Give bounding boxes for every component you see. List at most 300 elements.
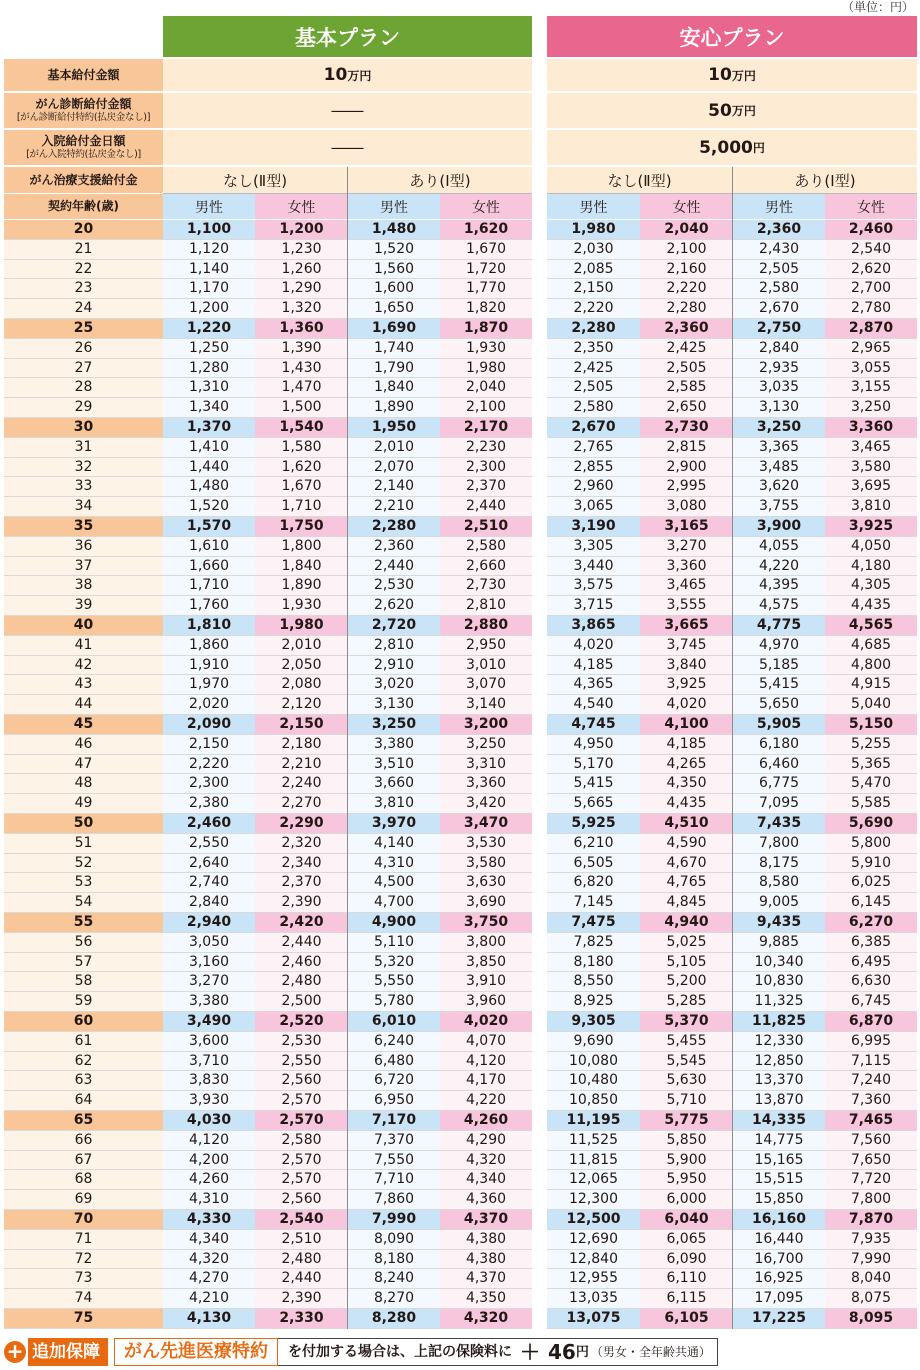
table-row	[0, 675, 920, 695]
age-cell: 63	[4, 1071, 163, 1091]
premium-cell: 9,005	[733, 893, 825, 913]
age-cell: 34	[4, 497, 163, 517]
premium-cell: 2,560	[255, 1071, 348, 1091]
basic-option-none: なし(Ⅱ型)	[163, 167, 348, 194]
premium-cell: 8,175	[733, 854, 825, 874]
premium-cell: 1,470	[255, 378, 348, 398]
premium-cell: 16,440	[733, 1230, 825, 1250]
age-cell: 31	[4, 438, 163, 458]
plus-circle-icon: +	[4, 1341, 26, 1363]
premium-cell: 5,850	[640, 1131, 733, 1151]
premium-cell: 2,370	[440, 477, 532, 497]
premium-cell: 2,570	[255, 1111, 348, 1131]
premium-cell: 5,780	[348, 992, 440, 1012]
premium-cell: 4,365	[547, 675, 640, 695]
premium-cell: 2,150	[547, 279, 640, 299]
premium-cell: 13,035	[547, 1289, 640, 1309]
premium-cell: 6,505	[547, 854, 640, 874]
premium-cell: 3,620	[733, 477, 825, 497]
premium-cell: 1,560	[348, 260, 440, 280]
premium-cell: 2,350	[547, 339, 640, 359]
table-row	[0, 913, 920, 933]
table-row	[0, 517, 920, 537]
table-row	[0, 1309, 920, 1329]
premium-cell: 3,745	[640, 636, 733, 656]
age-cell: 39	[4, 596, 163, 616]
age-cell: 46	[4, 735, 163, 755]
table-row	[0, 438, 920, 458]
premium-cell: 7,370	[348, 1131, 440, 1151]
premium-cell: 2,460	[163, 814, 255, 834]
premium-cell: 4,700	[348, 893, 440, 913]
premium-cell: 7,650	[825, 1151, 917, 1171]
table-row	[0, 893, 920, 913]
premium-cell: 2,440	[348, 557, 440, 577]
age-cell: 38	[4, 576, 163, 596]
premium-cell: 2,040	[640, 220, 733, 240]
premium-cell: 1,250	[163, 339, 255, 359]
premium-cell: 7,800	[733, 834, 825, 854]
premium-cell: 1,810	[163, 616, 255, 636]
age-cell: 55	[4, 913, 163, 933]
premium-cell: 2,810	[348, 636, 440, 656]
premium-cell: 2,870	[825, 319, 917, 339]
additional-coverage-note	[4, 1338, 718, 1366]
premium-cell: 4,380	[440, 1250, 532, 1270]
premium-cell: 1,720	[440, 260, 532, 280]
premium-cell: 4,565	[825, 616, 917, 636]
premium-cell: 2,810	[440, 596, 532, 616]
premium-cell: 3,160	[163, 953, 255, 973]
premium-cell: 2,240	[255, 774, 348, 794]
age-cell: 32	[4, 458, 163, 478]
premium-cell: 2,140	[348, 477, 440, 497]
premium-cell: 5,320	[348, 953, 440, 973]
table-row	[0, 418, 920, 438]
premium-cell: 2,940	[163, 913, 255, 933]
premium-cell: 6,025	[825, 873, 917, 893]
table-row	[0, 1091, 920, 1111]
premium-cell: 2,640	[163, 854, 255, 874]
premium-cell: 4,575	[733, 596, 825, 616]
premium-cell: 2,520	[255, 1012, 348, 1032]
premium-cell: 15,165	[733, 1151, 825, 1171]
premium-cell: 3,970	[348, 814, 440, 834]
premium-cell: 1,820	[440, 299, 532, 319]
table-row	[0, 715, 920, 735]
table-row	[0, 1131, 920, 1151]
premium-cell: 3,665	[640, 616, 733, 636]
premium-cell: 7,710	[348, 1170, 440, 1190]
premium-cell: 2,300	[440, 458, 532, 478]
premium-cell: 3,270	[640, 537, 733, 557]
table-row	[0, 735, 920, 755]
premium-cell: 2,660	[440, 557, 532, 577]
table-row	[0, 1052, 920, 1072]
premium-cell: 4,050	[825, 537, 917, 557]
premium-cell: 5,950	[640, 1170, 733, 1190]
premium-cell: 7,860	[348, 1190, 440, 1210]
premium-cell: 2,580	[255, 1131, 348, 1151]
age-cell: 68	[4, 1170, 163, 1190]
premium-cell: 2,220	[163, 755, 255, 775]
age-cell: 25	[4, 319, 163, 339]
premium-cell: 7,465	[825, 1111, 917, 1131]
premium-cell: 1,430	[255, 359, 348, 379]
premium-cell: 3,055	[825, 359, 917, 379]
premium-cell: 8,095	[825, 1309, 917, 1329]
premium-cell: 3,380	[163, 992, 255, 1012]
additional-premium-amount: 46	[548, 1339, 576, 1364]
premium-cell: 4,900	[348, 913, 440, 933]
premium-cell: 3,840	[640, 656, 733, 676]
premium-cell: 2,360	[640, 319, 733, 339]
premium-cell: 4,200	[163, 1151, 255, 1171]
premium-cell: 6,820	[547, 873, 640, 893]
premium-cell: 6,745	[825, 992, 917, 1012]
table-row	[0, 1032, 920, 1052]
premium-cell: 1,950	[348, 418, 440, 438]
gender-female-header: 女性	[640, 194, 733, 220]
premium-cell: 3,190	[547, 517, 640, 537]
premium-cell: 1,340	[163, 398, 255, 418]
premium-cell: 4,800	[825, 656, 917, 676]
premium-cell: 4,055	[733, 537, 825, 557]
premium-cell: 11,815	[547, 1151, 640, 1171]
premium-cell: 2,580	[440, 537, 532, 557]
premium-cell: 1,930	[255, 596, 348, 616]
premium-cell: 5,365	[825, 755, 917, 775]
anshin-plan-header: 安心プラン	[547, 16, 917, 57]
premium-cell: 3,250	[440, 735, 532, 755]
premium-cell: 6,240	[348, 1032, 440, 1052]
premium-cell: 2,580	[733, 279, 825, 299]
premium-cell: 1,970	[163, 675, 255, 695]
premium-cell: 2,620	[348, 596, 440, 616]
age-cell: 60	[4, 1012, 163, 1032]
premium-cell: 6,630	[825, 972, 917, 992]
premium-cell: 3,250	[825, 398, 917, 418]
premium-cell: 5,905	[733, 715, 825, 735]
premium-cell: 4,305	[825, 576, 917, 596]
premium-cell: 1,320	[255, 299, 348, 319]
premium-cell: 17,095	[733, 1289, 825, 1309]
premium-cell: 2,650	[640, 398, 733, 418]
age-cell: 33	[4, 477, 163, 497]
age-cell: 43	[4, 675, 163, 695]
basic-hospital-value: ――	[163, 130, 532, 166]
gender-male-header: 男性	[163, 194, 255, 220]
premium-cell: 7,240	[825, 1071, 917, 1091]
premium-cell: 3,010	[440, 656, 532, 676]
age-cell: 48	[4, 774, 163, 794]
premium-cell: 5,665	[547, 794, 640, 814]
premium-cell: 2,815	[640, 438, 733, 458]
premium-cell: 3,900	[733, 517, 825, 537]
premium-cell: 3,380	[348, 735, 440, 755]
premium-cell: 1,120	[163, 240, 255, 260]
premium-cell: 4,180	[825, 557, 917, 577]
premium-cell: 3,360	[640, 557, 733, 577]
anshin-hospital-value: 5,000 円	[547, 130, 917, 166]
basic-plan-header: 基本プラン	[163, 16, 532, 57]
premium-cell: 2,740	[163, 873, 255, 893]
table-row	[0, 378, 920, 398]
premium-cell: 3,065	[547, 497, 640, 517]
premium-cell: 4,370	[440, 1269, 532, 1289]
premium-cell: 4,185	[640, 735, 733, 755]
premium-cell: 4,330	[163, 1210, 255, 1230]
premium-cell: 1,480	[348, 220, 440, 240]
premium-cell: 2,960	[547, 477, 640, 497]
table-row	[0, 497, 920, 517]
premium-cell: 12,330	[733, 1032, 825, 1052]
premium-cell: 2,620	[825, 260, 917, 280]
table-row	[0, 1210, 920, 1230]
premium-cell: 1,100	[163, 220, 255, 240]
premium-cell: 2,950	[440, 636, 532, 656]
premium-cell: 14,775	[733, 1131, 825, 1151]
premium-cell: 5,585	[825, 794, 917, 814]
premium-cell: 1,660	[163, 557, 255, 577]
premium-cell: 8,180	[348, 1250, 440, 1270]
premium-cell: 2,585	[640, 378, 733, 398]
premium-cell: 6,105	[640, 1309, 733, 1329]
age-cell: 29	[4, 398, 163, 418]
premium-cell: 4,260	[163, 1170, 255, 1190]
premium-cell: 4,140	[348, 834, 440, 854]
table-row	[0, 755, 920, 775]
age-cell: 27	[4, 359, 163, 379]
premium-cell: 10,850	[547, 1091, 640, 1111]
premium-cell: 1,620	[255, 458, 348, 478]
premium-cell: 2,730	[440, 576, 532, 596]
age-cell: 47	[4, 755, 163, 775]
age-cell: 52	[4, 854, 163, 874]
premium-cell: 2,280	[348, 517, 440, 537]
premium-cell: 3,080	[640, 497, 733, 517]
premium-cell: 3,250	[348, 715, 440, 735]
premium-cell: 11,825	[733, 1012, 825, 1032]
premium-cell: 4,100	[640, 715, 733, 735]
premium-cell: 6,775	[733, 774, 825, 794]
premium-cell: 10,340	[733, 953, 825, 973]
table-row	[0, 537, 920, 557]
premium-cell: 8,270	[348, 1289, 440, 1309]
support-label: がん治療支援給付金	[4, 167, 163, 194]
gender-female-header: 女性	[825, 194, 917, 220]
premium-cell: 2,505	[733, 260, 825, 280]
premium-cell: 1,370	[163, 418, 255, 438]
premium-cell: 4,340	[163, 1230, 255, 1250]
premium-cell: 4,020	[640, 695, 733, 715]
gender-male-header: 男性	[733, 194, 825, 220]
premium-cell: 5,545	[640, 1052, 733, 1072]
age-cell: 64	[4, 1091, 163, 1111]
premium-cell: 2,550	[255, 1052, 348, 1072]
premium-cell: 7,800	[825, 1190, 917, 1210]
premium-cell: 6,720	[348, 1071, 440, 1091]
age-cell: 54	[4, 893, 163, 913]
premium-cell: 2,460	[255, 953, 348, 973]
premium-cell: 4,950	[547, 735, 640, 755]
premium-cell: 1,840	[255, 557, 348, 577]
table-row	[0, 656, 920, 676]
premium-cell: 2,480	[255, 1250, 348, 1270]
premium-cell: 1,520	[163, 497, 255, 517]
premium-cell: 2,880	[440, 616, 532, 636]
premium-cell: 2,540	[255, 1210, 348, 1230]
table-row	[0, 299, 920, 319]
premium-cell: 4,030	[163, 1111, 255, 1131]
premium-cell: 2,510	[255, 1230, 348, 1250]
premium-cell: 3,155	[825, 378, 917, 398]
age-cell: 49	[4, 794, 163, 814]
premium-cell: 10,830	[733, 972, 825, 992]
table-row	[0, 557, 920, 577]
premium-cell: 15,515	[733, 1170, 825, 1190]
premium-cell: 2,030	[547, 240, 640, 260]
premium-cell: 5,630	[640, 1071, 733, 1091]
premium-cell: 1,760	[163, 596, 255, 616]
table-row	[0, 933, 920, 953]
premium-cell: 4,435	[825, 596, 917, 616]
premium-cell: 12,500	[547, 1210, 640, 1230]
premium-cell: 7,435	[733, 814, 825, 834]
table-row	[0, 1289, 920, 1309]
table-row	[0, 774, 920, 794]
table-row	[0, 992, 920, 1012]
basic-option-with: あり(Ⅰ型)	[348, 167, 532, 194]
premium-cell: 2,530	[255, 1032, 348, 1052]
premium-cell: 5,650	[733, 695, 825, 715]
age-cell: 42	[4, 656, 163, 676]
premium-cell: 2,010	[348, 438, 440, 458]
premium-cell: 3,600	[163, 1032, 255, 1052]
premium-cell: 3,270	[163, 972, 255, 992]
premium-cell: 2,580	[547, 398, 640, 418]
premium-cell: 4,020	[547, 636, 640, 656]
premium-cell: 2,210	[348, 497, 440, 517]
premium-cell: 4,120	[440, 1052, 532, 1072]
premium-cell: 3,305	[547, 537, 640, 557]
premium-cell: 7,550	[348, 1151, 440, 1171]
premium-cell: 5,910	[825, 854, 917, 874]
premium-cell: 7,170	[348, 1111, 440, 1131]
premium-cell: 8,580	[733, 873, 825, 893]
age-cell: 61	[4, 1032, 163, 1052]
age-cell: 30	[4, 418, 163, 438]
age-cell: 50	[4, 814, 163, 834]
premium-cell: 4,500	[348, 873, 440, 893]
premium-cell: 2,995	[640, 477, 733, 497]
premium-cell: 4,360	[440, 1190, 532, 1210]
premium-cell: 1,540	[255, 418, 348, 438]
premium-cell: 5,105	[640, 953, 733, 973]
premium-cell: 13,075	[547, 1309, 640, 1329]
premium-cell: 2,700	[825, 279, 917, 299]
premium-cell: 3,575	[547, 576, 640, 596]
premium-cell: 3,165	[640, 517, 733, 537]
premium-cell: 4,970	[733, 636, 825, 656]
diagnosis-label: がん診断給付金額 [がん診断給付特約(払戻金なし)]	[4, 93, 163, 129]
table-row	[0, 1111, 920, 1131]
premium-cell: 2,300	[163, 774, 255, 794]
premium-cell: 2,280	[640, 299, 733, 319]
premium-cell: 5,200	[640, 972, 733, 992]
table-row	[0, 834, 920, 854]
premium-cell: 6,950	[348, 1091, 440, 1111]
premium-cell: 6,065	[640, 1230, 733, 1250]
premium-cell: 2,090	[163, 715, 255, 735]
premium-cell: 2,370	[255, 873, 348, 893]
premium-cell: 4,670	[640, 854, 733, 874]
premium-cell: 2,160	[640, 260, 733, 280]
premium-cell: 5,470	[825, 774, 917, 794]
premium-cell: 4,070	[440, 1032, 532, 1052]
premium-cell: 2,570	[255, 1091, 348, 1111]
premium-cell: 2,840	[733, 339, 825, 359]
premium-cell: 1,620	[440, 220, 532, 240]
premium-cell: 3,930	[163, 1091, 255, 1111]
additional-premium-text: を付加する場合は、上記の保険料に ＋ 46 円 （男女・全年齢共通）	[278, 1338, 718, 1366]
premium-cell: 4,310	[163, 1190, 255, 1210]
premium-cell: 9,885	[733, 933, 825, 953]
table-row	[0, 1012, 920, 1032]
table-row	[0, 458, 920, 478]
premium-cell: 2,430	[733, 240, 825, 260]
premium-cell: 5,025	[640, 933, 733, 953]
age-cell: 37	[4, 557, 163, 577]
premium-cell: 2,480	[255, 972, 348, 992]
premium-cell: 5,415	[547, 774, 640, 794]
table-row	[0, 794, 920, 814]
premium-cell: 2,505	[640, 359, 733, 379]
premium-cell: 2,440	[255, 933, 348, 953]
premium-cell: 2,340	[255, 854, 348, 874]
premium-cell: 2,670	[547, 418, 640, 438]
age-cell: 65	[4, 1111, 163, 1131]
premium-cell: 6,995	[825, 1032, 917, 1052]
premium-cell: 5,040	[825, 695, 917, 715]
premium-cell: 2,765	[547, 438, 640, 458]
premium-cell: 3,810	[825, 497, 917, 517]
premium-cell: 6,090	[640, 1250, 733, 1270]
premium-cell: 1,310	[163, 378, 255, 398]
premium-cell: 7,990	[825, 1250, 917, 1270]
premium-cell: 7,870	[825, 1210, 917, 1230]
premium-cell: 2,220	[640, 279, 733, 299]
age-cell: 72	[4, 1250, 163, 1270]
premium-cell: 1,670	[255, 477, 348, 497]
table-row	[0, 616, 920, 636]
premium-cell: 2,390	[255, 1289, 348, 1309]
table-row	[0, 319, 920, 339]
premium-cell: 1,570	[163, 517, 255, 537]
premium-cell: 2,510	[440, 517, 532, 537]
age-cell: 22	[4, 260, 163, 280]
premium-cell: 16,160	[733, 1210, 825, 1230]
premium-cell: 4,915	[825, 675, 917, 695]
age-label: 契約年齢(歳)	[4, 194, 163, 220]
age-cell: 67	[4, 1151, 163, 1171]
premium-cell: 4,260	[440, 1111, 532, 1131]
age-cell: 28	[4, 378, 163, 398]
premium-cell: 8,090	[348, 1230, 440, 1250]
premium-cell: 3,035	[733, 378, 825, 398]
premium-cell: 1,280	[163, 359, 255, 379]
premium-cell: 5,185	[733, 656, 825, 676]
